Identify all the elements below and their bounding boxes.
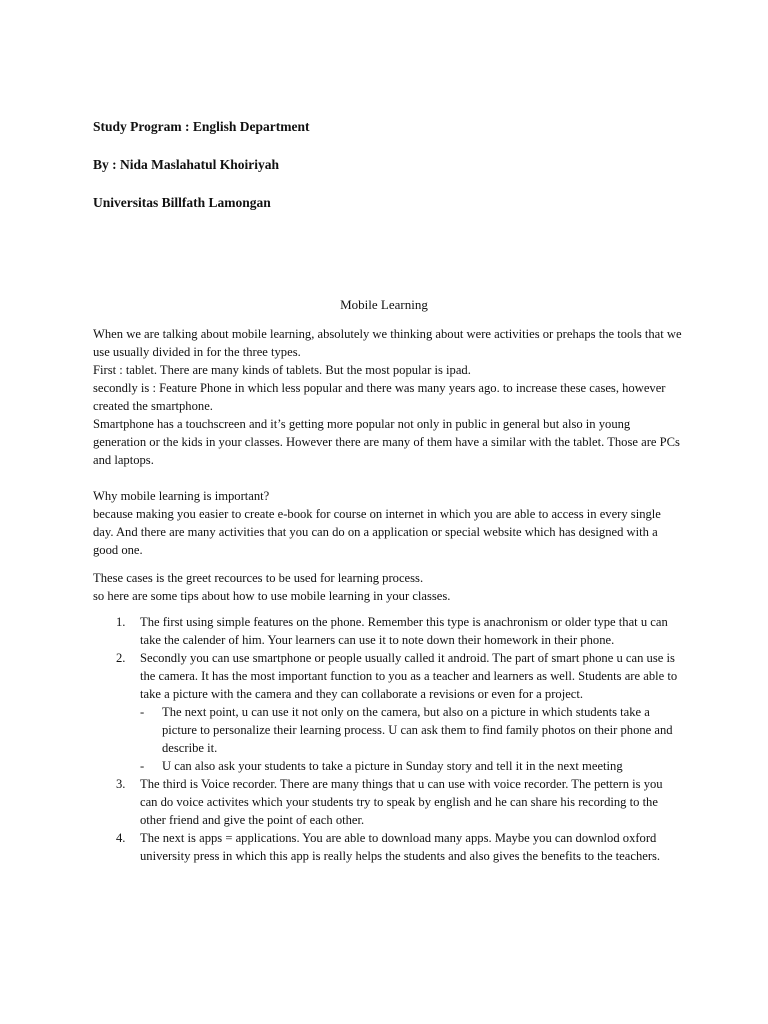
tips-list bbox=[93, 613, 683, 865]
list-item-text: The next is apps = applications. You are able to download many apps. Maybe you can downlod oxford university press in which this app is really helps the students and also gives the benefits to the teachers. bbox=[140, 831, 661, 863]
sub-list-item bbox=[140, 703, 683, 757]
list-item-text: Secondly you can use smartphone or people usually called it android. The part of smart phone u can use is the camera. It has the most important function to you as a teacher and learners as well. Students are able to take a picture with the camera and they can collaborate a revisions or even for a project. bbox=[140, 651, 678, 701]
sub-list bbox=[140, 703, 683, 775]
sub-list-item-text: The next point, u can use it not only on the camera, but also on a picture in which students take a picture to personalize their learning process. U can ask them to find family photos on their phone and describe it. bbox=[162, 705, 673, 755]
document-body bbox=[93, 325, 683, 865]
document-title: Mobile Learning bbox=[340, 297, 428, 312]
university-line: Universitas Billfath Lamongan bbox=[93, 195, 271, 210]
list-item-text: The first using simple features on the phone. Remember this type is anachronism or older type that u can take the calender of him. Your learners can use it to note down their homework in their phone. bbox=[140, 615, 668, 647]
cases-paragraph-2: so here are some tips about how to use mobile learning in your classes. bbox=[93, 589, 451, 603]
list-item bbox=[93, 775, 683, 829]
list-item bbox=[93, 649, 683, 775]
list-number: 3. bbox=[116, 777, 126, 791]
why-question: Why mobile learning is important? bbox=[93, 489, 270, 503]
intro-paragraph-1: When we are talking about mobile learning, absolutely we thinking about were activities or prehaps the tools that we use usually divided in for the three types. bbox=[93, 327, 682, 359]
list-item bbox=[93, 829, 683, 865]
intro-paragraph-3: secondly is : Feature Phone in which less popular and there was many years ago. to increase these cases, however created the smartphone. bbox=[93, 381, 666, 413]
author-line: By : Nida Maslahatul Khoiriyah bbox=[93, 157, 280, 172]
dash-bullet: - bbox=[140, 759, 145, 773]
list-number: 4. bbox=[116, 831, 126, 845]
why-answer: because making you easier to create e-book for course on internet in which you are able to access in every single day. And there are many activities that you can do on a application or special website which has designed with a good one. bbox=[93, 507, 661, 557]
study-program-line: Study Program : English Department bbox=[93, 119, 310, 134]
cases-paragraph-1: These cases is the greet recources to be used for learning process. bbox=[93, 571, 424, 585]
dash-bullet: - bbox=[140, 705, 145, 719]
sub-list-item bbox=[140, 757, 683, 775]
list-item-text: The third is Voice recorder. There are many things that u can use with voice recorder. The pettern is you can do voice activites which your students try to speak by english and he can share his recording to the other friend and give the point of each other. bbox=[140, 777, 663, 827]
sub-list-item-text: U can also ask your students to take a picture in Sunday story and tell it in the next meeting bbox=[162, 759, 623, 773]
list-item bbox=[93, 613, 683, 649]
intro-paragraph-2: First : tablet. There are many kinds of tablets. But the most popular is ipad. bbox=[93, 363, 471, 377]
list-number: 2. bbox=[116, 651, 126, 665]
intro-paragraph-4: Smartphone has a touchscreen and it’s getting more popular not only in public in general but also in young generation or the kids in your classes. However there are many of them have a similar with the tablet. Those are PCs and laptops. bbox=[93, 417, 680, 467]
list-number: 1. bbox=[116, 615, 126, 629]
